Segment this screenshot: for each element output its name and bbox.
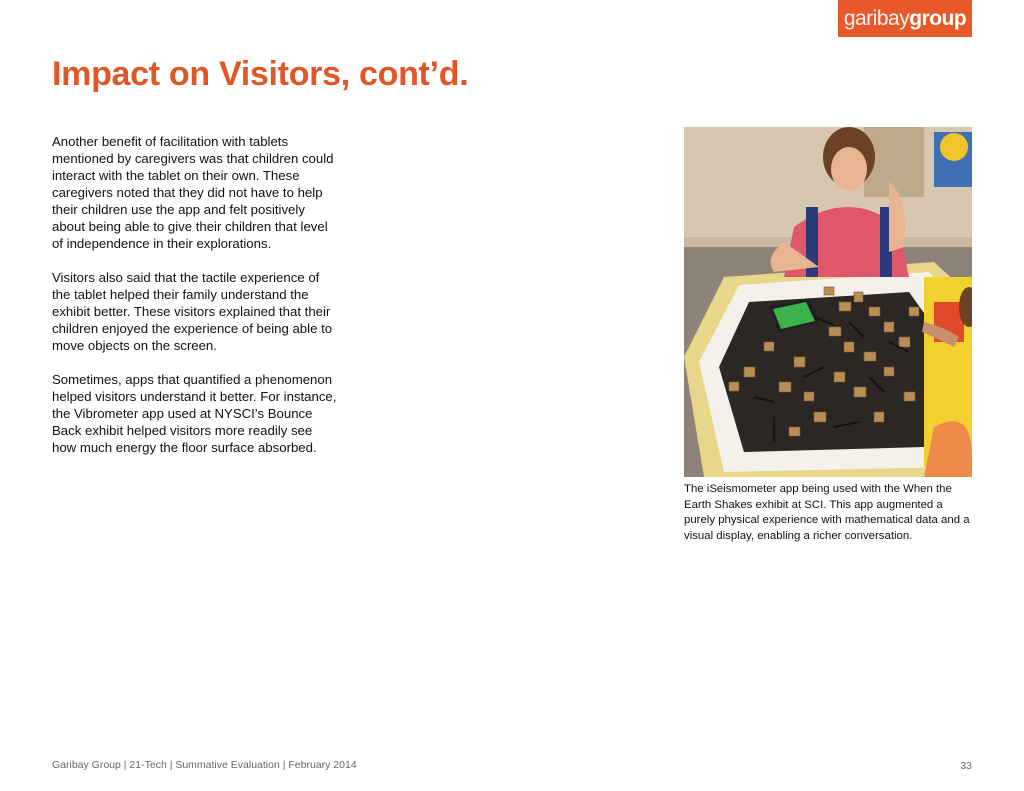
logo-text-group: group	[909, 6, 967, 30]
paragraph-quantified: Sometimes, apps that quantified a phenomenon helped visitors understand it better. For instance, the Vibrometer app used at NYSCI’s Bounce Back exhibit helped visitors more readily see how much energy the floor surface absorbed.	[52, 372, 337, 455]
paragraph-independence: Another benefit of facilitation with tablets mentioned by caregivers was that children could interact with the tablet on their own. These caregivers noted that they did not have to help their children use the app and felt positively about being able to give their children that level of independence in their explorations.	[52, 134, 334, 251]
page-title: Impact on Visitors, cont’d.	[52, 55, 469, 93]
logo-text-garibay: garibay	[843, 6, 910, 30]
body-text	[52, 133, 337, 473]
photo-caption: The iSeismometer app being used with the When the Earth Shakes exhibit at SCI. This app augmented a purely physical experience with mathematical data and a visual display, enabling a richer conversation.	[684, 483, 970, 542]
footer-text: Garibay Group | 21-Tech | Summative Evaluation | February 2014	[52, 759, 357, 771]
paragraph-tactile: Visitors also said that the tactile experience of the tablet helped their family understand the exhibit better. These visitors explained that their children enjoyed the experience of being able to move objects on the screen.	[52, 270, 333, 353]
page-number: 33	[960, 760, 972, 772]
garibay-group-logo	[838, 0, 972, 37]
exhibit-photo	[684, 127, 972, 477]
